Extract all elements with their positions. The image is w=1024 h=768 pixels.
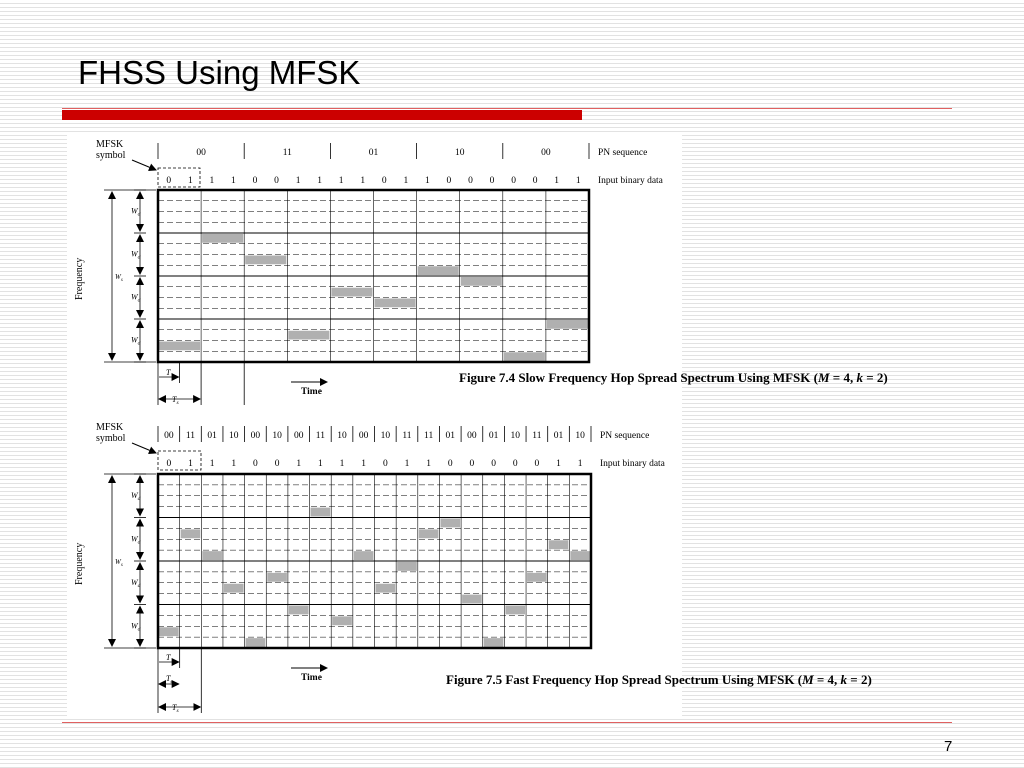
tc-label — [166, 674, 173, 685]
input-bit: 1 — [296, 459, 302, 469]
input-bit: 0 — [253, 459, 258, 469]
hop-cell — [418, 266, 459, 275]
input-bit: 1 — [575, 176, 581, 186]
hop-cell — [375, 299, 416, 308]
pn-sequence-label: PN sequence — [600, 431, 650, 441]
wd-label-sub: d — [137, 340, 141, 347]
hop-cell — [288, 331, 329, 340]
ws-label-sub: s — [120, 278, 123, 283]
wd-label-sub: d — [137, 582, 141, 589]
input-bit: 1 — [338, 176, 344, 186]
pn-value: 10 — [380, 431, 391, 441]
hop-cell — [246, 638, 266, 647]
frequency-label: Frequency — [74, 542, 85, 585]
input-bit: 0 — [274, 176, 279, 186]
input-bit: 0 — [469, 459, 475, 469]
ws-label-main: W — [115, 273, 121, 281]
pn-value: 01 — [445, 431, 456, 441]
pn-value: 11 — [532, 431, 542, 441]
input-bit: 0 — [166, 459, 172, 469]
hop-cell — [504, 352, 545, 361]
wd-label-main: W — [131, 534, 138, 544]
page-number: 7 — [944, 738, 953, 755]
hop-cell — [354, 551, 374, 560]
hop-cell — [159, 627, 179, 636]
mfsk-pointer-arrow — [132, 443, 156, 453]
input-bits-row — [166, 176, 580, 186]
figure-slow — [74, 139, 888, 406]
hop-cell — [397, 562, 417, 571]
input-bit: 1 — [295, 176, 301, 186]
ts-label-sub: s — [176, 400, 179, 406]
hop-cell — [331, 288, 372, 297]
input-bit: 1 — [425, 176, 430, 186]
first-symbol-box — [158, 451, 201, 470]
slide-title: FHSS Using MFSK — [78, 54, 361, 91]
hop-cell — [376, 584, 396, 593]
pn-sequence-row — [158, 143, 589, 159]
input-bit: 1 — [231, 459, 237, 469]
wd-label-sub: d — [137, 297, 141, 304]
input-bit: 1 — [231, 176, 236, 186]
pn-value: 00 — [358, 431, 369, 441]
caption-k: k — [856, 370, 863, 385]
pn-value: 11 — [282, 148, 292, 158]
tc-label-sub: c — [170, 679, 173, 685]
caption-suffix: = 2) — [862, 370, 888, 385]
hop-cell — [570, 551, 590, 560]
input-bit: 1 — [554, 176, 560, 186]
pn-value: 10 — [510, 431, 520, 441]
hop-cell — [202, 551, 222, 560]
wd-label-main: W — [131, 490, 138, 500]
wd-label — [131, 293, 141, 304]
pn-sequence-row — [158, 426, 591, 442]
pn-value: 11 — [315, 431, 325, 441]
hop-cell — [505, 606, 525, 615]
pn-value: 10 — [575, 431, 585, 441]
mfsk-label-line1: MFSK — [96, 139, 124, 150]
input-bit: 1 — [556, 459, 561, 469]
input-bit: 1 — [187, 176, 193, 186]
time-label: Time — [301, 387, 322, 397]
caption-suffix: = 2) — [847, 672, 872, 687]
hop-cell — [311, 508, 331, 517]
hop-cell — [202, 234, 243, 243]
caption-prefix: Figure 7.5 Fast Frequency Hop Spread Spectrum Using MFSK ( — [446, 672, 803, 687]
wd-label-main: W — [131, 249, 138, 259]
frequency-time-grid — [158, 190, 589, 362]
wd-label — [131, 207, 141, 218]
svg-text:Figure 7.4 Slow Frequency Hop — [459, 370, 888, 385]
hop-cell — [332, 616, 352, 625]
ws-label-sub: s — [120, 563, 123, 568]
pn-value: 10 — [337, 431, 347, 441]
t-label: T — [166, 368, 171, 377]
pn-value: 00 — [250, 431, 261, 441]
wd-label-main: W — [131, 292, 138, 302]
input-bit: 0 — [252, 176, 258, 186]
hop-cell — [159, 342, 200, 351]
input-bit: 0 — [489, 176, 495, 186]
pn-value: 01 — [553, 431, 564, 441]
input-bit: 0 — [447, 459, 453, 469]
ws-label — [115, 273, 123, 283]
hop-cell — [181, 529, 201, 538]
mfsk-label-line1: MFSK — [96, 422, 124, 433]
wd-label-main: W — [131, 335, 138, 345]
pn-value: 01 — [368, 148, 379, 158]
input-bit: 0 — [512, 459, 518, 469]
pn-value: 00 — [164, 431, 174, 441]
wd-label — [131, 336, 141, 347]
pn-value: 10 — [454, 148, 465, 158]
wd-label — [131, 491, 141, 502]
frequency-label: Frequency — [74, 257, 85, 300]
input-bit: 1 — [318, 459, 323, 469]
input-bit: 1 — [209, 459, 215, 469]
caption-mid: = 4, — [813, 672, 841, 687]
input-bit: 0 — [382, 459, 388, 469]
ts-label — [172, 395, 179, 406]
hop-cell — [462, 595, 482, 604]
mfsk-label-line2: symbol — [96, 150, 126, 161]
wd-label — [131, 534, 141, 545]
input-bit: 0 — [446, 176, 452, 186]
hop-cell — [527, 573, 547, 582]
pn-value: 00 — [293, 431, 304, 441]
ts-label-sub: s — [176, 708, 179, 714]
frequency-axis — [104, 190, 156, 362]
wd-label — [131, 621, 141, 632]
input-bit: 1 — [404, 459, 410, 469]
hop-cell — [549, 540, 569, 549]
input-bit: 1 — [426, 459, 431, 469]
hop-cell — [224, 584, 244, 593]
time-annotations — [158, 648, 327, 714]
wd-label-sub: d — [137, 495, 141, 502]
frequency-axis — [104, 474, 156, 648]
ts-label — [172, 703, 179, 714]
wd-label-main: W — [131, 621, 138, 631]
frequency-time-grid — [158, 474, 591, 648]
time-annotations — [158, 362, 327, 406]
figure-fast — [74, 422, 872, 714]
pn-sequence-label: PN sequence — [598, 148, 648, 158]
hop-cell — [461, 277, 502, 286]
caption-m: M — [817, 370, 830, 385]
ws-label-main: W — [115, 558, 121, 566]
figure-caption — [446, 672, 872, 687]
hop-cell — [419, 529, 439, 538]
wd-label — [131, 578, 141, 589]
mfsk-label-line2: symbol — [96, 433, 126, 444]
input-bit: 0 — [491, 459, 496, 469]
caption-m: M — [802, 672, 814, 687]
input-bit: 1 — [577, 459, 583, 469]
hop-cell — [289, 606, 309, 615]
input-bit: 0 — [274, 459, 280, 469]
pn-value: 11 — [185, 431, 196, 441]
wd-label-main: W — [131, 577, 138, 587]
input-bit: 1 — [339, 459, 345, 469]
figure-caption — [459, 370, 888, 385]
pn-value: 00 — [196, 148, 206, 158]
ts-label-main: T — [172, 395, 177, 404]
ws-label — [115, 558, 123, 568]
wd-label-main: W — [131, 206, 138, 216]
hop-cell — [245, 256, 286, 265]
input-bit: 1 — [317, 176, 322, 186]
wd-label-sub: d — [137, 211, 141, 218]
input-bit: 1 — [403, 176, 409, 186]
input-bit: 0 — [468, 176, 473, 186]
time-label: Time — [301, 673, 322, 683]
first-symbol-box — [158, 168, 200, 187]
t-label: T — [166, 653, 171, 662]
input-bit: 0 — [511, 176, 516, 186]
pn-value: 00 — [541, 148, 551, 158]
input-bit: 1 — [360, 176, 366, 186]
input-bit: 1 — [188, 459, 193, 469]
input-bit: 1 — [361, 459, 367, 469]
input-bit: 0 — [166, 176, 172, 186]
caption-mid: = 4, — [829, 370, 857, 385]
wd-label-sub: d — [137, 539, 141, 546]
caption-k: k — [840, 672, 848, 687]
caption-prefix: Figure 7.4 Slow Frequency Hop Spread Spectrum Using MFSK ( — [459, 370, 818, 385]
pn-value: 00 — [467, 431, 477, 441]
pn-value: 01 — [207, 431, 217, 441]
hop-cell — [267, 573, 287, 582]
ts-label-main: T — [172, 703, 177, 712]
input-bit: 0 — [381, 176, 387, 186]
input-bit: 1 — [209, 176, 215, 186]
wd-label-sub: d — [137, 626, 141, 633]
pn-value: 11 — [424, 431, 434, 441]
input-data-label: Input binary data — [598, 176, 663, 186]
pn-value: 10 — [229, 431, 239, 441]
pn-value: 11 — [402, 431, 412, 441]
input-bits-row — [166, 459, 582, 469]
input-data-label: Input binary data — [600, 459, 665, 469]
hop-cell — [547, 320, 588, 329]
svg-text:Figure 7.5 Fast Frequency Hop — [446, 672, 872, 687]
hop-cell — [484, 638, 504, 647]
pn-value: 01 — [488, 431, 499, 441]
tc-label-main: T — [166, 674, 171, 683]
wd-label-sub: d — [137, 254, 141, 261]
wd-label — [131, 250, 141, 261]
mfsk-pointer-arrow — [132, 160, 156, 170]
hop-cell — [440, 519, 460, 528]
pn-value: 10 — [272, 431, 282, 441]
input-bit: 0 — [532, 176, 538, 186]
input-bit: 0 — [534, 459, 540, 469]
